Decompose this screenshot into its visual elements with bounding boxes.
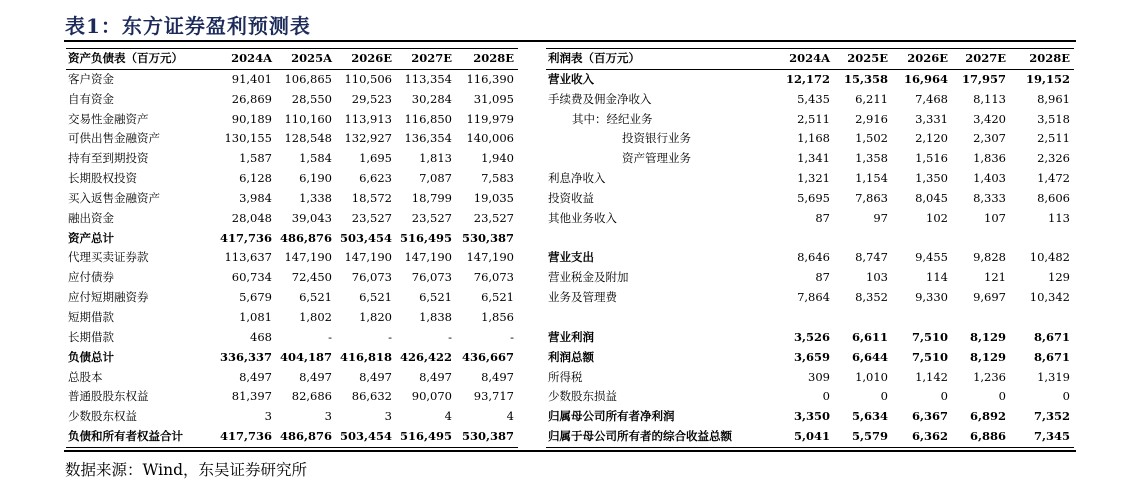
income-statement-cell-value: 8,129: [969, 349, 1006, 364]
balance-sheet-cell-value: 23,527: [351, 210, 392, 225]
balance-sheet-cell-value: 76,073: [411, 270, 452, 285]
balance-sheet-cell-value: 486,876: [276, 427, 336, 447]
income-statement-cell-value: 309: [808, 369, 830, 384]
income-statement-table: [546, 48, 1074, 448]
income-statement-cell-value: 8,747: [855, 250, 888, 265]
income-statement-cell-value: 8,129: [969, 329, 1006, 344]
balance-sheet-cell-value: 8,497: [419, 369, 452, 384]
table-row: [546, 149, 1074, 169]
balance-sheet-cell-value: 76,073: [473, 270, 514, 285]
balance-sheet-cell-value: 3: [324, 409, 332, 424]
income-statement-row-label: 营业税金及附加: [548, 270, 629, 285]
balance-sheet-cell-value: 1,838: [419, 309, 452, 324]
balance-sheet-cell-value: 468: [250, 329, 272, 344]
income-statement-cell-value: 87: [815, 210, 830, 225]
balance-sheet-cell-value: 503,454: [336, 427, 396, 447]
page-title: 表1：东方证券盈利预测表: [65, 14, 311, 38]
income-statement-cell-value: 15,358: [843, 71, 888, 86]
table-row: [66, 288, 518, 308]
income-statement-row-label: 利润总额: [548, 349, 594, 364]
income-statement-cell-value: 5,634: [851, 409, 888, 424]
income-statement-cell-value: 97: [873, 210, 888, 225]
table-row: [546, 69, 1074, 89]
balance-sheet-cell-value: -: [510, 329, 514, 344]
balance-sheet-row-label: 应付短期融资券: [68, 290, 149, 305]
balance-sheet-row-label: 交易性金融资产: [68, 111, 149, 126]
balance-sheet-header-year: 2025A: [276, 49, 336, 70]
income-statement-row-label: 归属母公司所有者净利润: [548, 409, 675, 424]
balance-sheet-cell-value: 26,869: [231, 91, 272, 106]
income-statement-cell-value: 2,120: [915, 131, 948, 146]
table-row: [66, 110, 518, 130]
balance-sheet-cell-value: 417,736: [218, 427, 276, 447]
balance-sheet-cell-value: 72,450: [291, 270, 332, 285]
balance-sheet-cell-value: 6,521: [359, 290, 392, 305]
income-statement-cell-value: 8,646: [797, 250, 830, 265]
balance-sheet-cell-value: 503,454: [339, 230, 392, 245]
balance-sheet-cell-value: 8,497: [481, 369, 514, 384]
balance-sheet-cell-value: 1,587: [239, 151, 272, 166]
table-row: [546, 169, 1074, 189]
balance-sheet-cell-value: 436,667: [461, 349, 514, 364]
income-statement-cell-value: 0: [940, 389, 948, 404]
income-statement-cell-value: 6,362: [892, 427, 952, 447]
income-statement-cell-value: [774, 308, 834, 328]
income-statement-cell-value: 7,863: [855, 190, 888, 205]
income-statement-cell-value: 1,168: [797, 131, 830, 146]
balance-sheet-cell-value: 18,799: [411, 190, 452, 205]
income-statement-cell-value: 102: [926, 210, 948, 225]
income-statement-cell-value: 1,502: [855, 131, 888, 146]
income-statement-header-year: 2027E: [952, 49, 1010, 70]
balance-sheet-cell-value: 28,048: [231, 210, 272, 225]
balance-sheet-cell-value: 31,095: [473, 91, 514, 106]
income-statement-cell-value: 1,010: [855, 369, 888, 384]
income-statement-cell-value: [834, 308, 892, 328]
balance-sheet-cell-value: -: [388, 329, 392, 344]
income-statement-cell-value: 7,345: [1010, 427, 1074, 447]
balance-sheet-cell-value: 82,686: [291, 389, 332, 404]
income-statement-cell-value: 9,455: [915, 250, 948, 265]
balance-sheet-cell-value: 116,390: [466, 71, 514, 86]
balance-sheet-cell-value: 7,583: [481, 171, 514, 186]
balance-sheet-cell-value: 106,865: [284, 71, 332, 86]
balance-sheet-cell-value: 147,190: [284, 250, 332, 265]
balance-sheet-cell-value: 486,876: [279, 230, 332, 245]
balance-sheet-cell-value: 39,043: [291, 210, 332, 225]
balance-sheet-cell-value: 23,527: [411, 210, 452, 225]
table-row: [546, 427, 1074, 447]
income-statement-cell-value: 7,510: [911, 329, 948, 344]
table-row: [546, 229, 1074, 249]
balance-sheet-row-label: 负债总计: [68, 349, 114, 364]
balance-sheet-cell-value: 1,856: [481, 309, 514, 324]
balance-sheet-cell-value: 60,734: [231, 270, 272, 285]
income-statement-cell-value: 6,611: [851, 329, 888, 344]
table-row: [66, 229, 518, 249]
balance-sheet-cell-value: 416,818: [339, 349, 392, 364]
income-statement-cell-value: 8,333: [973, 190, 1006, 205]
balance-sheet-row-label: 负债和所有者权益合计: [66, 427, 218, 447]
table-row: [546, 368, 1074, 388]
balance-sheet-row-label: 总股本: [68, 369, 103, 384]
balance-sheet-cell-value: -: [328, 329, 332, 344]
balance-sheet-cell-value: 404,187: [279, 349, 332, 364]
income-statement-cell-value: 103: [866, 270, 888, 285]
income-statement-header-year: 2025E: [834, 49, 892, 70]
income-statement-row-label: 利息净收入: [548, 171, 606, 186]
table-row: [546, 209, 1074, 229]
balance-sheet-header-row: [66, 49, 518, 70]
balance-sheet-header-year: 2028E: [456, 49, 518, 70]
income-statement-row-label: 投资收益: [548, 190, 594, 205]
income-statement-cell-value: 114: [926, 270, 948, 285]
income-statement-cell-value: 16,964: [903, 71, 948, 86]
income-statement-cell-value: 8,606: [1037, 190, 1070, 205]
income-statement-cell-value: [952, 229, 1010, 249]
income-statement-cell-value: 1,319: [1037, 369, 1070, 384]
balance-sheet-cell-value: 90,189: [231, 111, 272, 126]
table-row: [546, 328, 1074, 348]
income-statement-row-label: [546, 229, 774, 249]
income-statement-cell-value: 19,152: [1025, 71, 1070, 86]
income-statement-cell-value: 7,864: [797, 290, 830, 305]
income-statement-cell-value: 8,961: [1037, 91, 1070, 106]
table-row: [66, 90, 518, 110]
balance-sheet-cell-value: 147,190: [344, 250, 392, 265]
income-statement-cell-value: 87: [815, 270, 830, 285]
balance-sheet-cell-value: 91,401: [231, 71, 272, 86]
income-statement-header-year: 2024A: [774, 49, 834, 70]
balance-sheet-cell-value: 6,623: [359, 171, 392, 186]
income-statement-cell-value: 0: [822, 389, 830, 404]
table-row: [66, 129, 518, 149]
income-statement-cell-value: 8,671: [1033, 349, 1070, 364]
table-row: [546, 90, 1074, 110]
bottom-rule: [64, 450, 1076, 452]
income-statement-cell-value: [774, 229, 834, 249]
balance-sheet-header-label: 资产负债表（百万元）: [66, 49, 218, 70]
balance-sheet-cell-value: 6,521: [299, 290, 332, 305]
income-statement-body: [546, 69, 1074, 447]
income-statement-cell-value: 1,341: [797, 151, 830, 166]
table-row: [546, 268, 1074, 288]
balance-sheet-table: [66, 48, 518, 448]
income-statement-cell-value: 1,358: [855, 151, 888, 166]
income-statement-cell-value: 1,321: [797, 171, 830, 186]
table-row: [66, 268, 518, 288]
balance-sheet-cell-value: 93,717: [473, 389, 514, 404]
table-row: [546, 110, 1074, 130]
balance-sheet-cell-value: 113,354: [404, 71, 452, 86]
balance-sheet-row-label: 普通股股东权益: [68, 389, 149, 404]
income-statement-cell-value: 10,482: [1029, 250, 1070, 265]
balance-sheet-header-year: 2026E: [336, 49, 396, 70]
balance-sheet-cell-value: 140,006: [466, 131, 514, 146]
balance-sheet-cell-value: 136,354: [404, 131, 452, 146]
balance-sheet-cell-value: 130,155: [224, 131, 272, 146]
income-statement-cell-value: 2,326: [1037, 151, 1070, 166]
income-statement-cell-value: 3,518: [1037, 111, 1070, 126]
income-statement-row-label: 手续费及佣金净收入: [548, 91, 652, 106]
balance-sheet-cell-value: 116,850: [404, 111, 452, 126]
income-statement-cell-value: 129: [1048, 270, 1070, 285]
balance-sheet-cell-value: 1,940: [481, 151, 514, 166]
income-statement-cell-value: [892, 308, 952, 328]
income-statement-cell-value: 1,836: [973, 151, 1006, 166]
balance-sheet-cell-value: 5,679: [239, 290, 272, 305]
balance-sheet-row-label: 可供出售金融资产: [68, 131, 160, 146]
table-row: [546, 288, 1074, 308]
income-statement-cell-value: 9,828: [973, 250, 1006, 265]
balance-sheet-cell-value: 110,506: [344, 71, 392, 86]
income-statement-cell-value: 7,510: [911, 349, 948, 364]
income-statement-cell-value: [892, 229, 952, 249]
balance-sheet-cell-value: 8,497: [239, 369, 272, 384]
balance-sheet-cell-value: 8,497: [299, 369, 332, 384]
top-rule: [64, 40, 1076, 42]
balance-sheet-cell-value: 147,190: [466, 250, 514, 265]
table-row: [66, 427, 518, 447]
income-statement-cell-value: 3,331: [915, 111, 948, 126]
balance-sheet-cell-value: 113,913: [344, 111, 392, 126]
income-statement-panel: [546, 48, 1074, 448]
balance-sheet-cell-value: 128,548: [284, 131, 332, 146]
income-statement-row-label: 归属于母公司所有者的综合收益总额: [546, 427, 774, 447]
income-statement-cell-value: 2,511: [797, 111, 830, 126]
balance-sheet-header-year: 2024A: [218, 49, 276, 70]
income-statement-cell-value: 107: [984, 210, 1006, 225]
income-statement-cell-value: 2,511: [1037, 131, 1070, 146]
income-statement-cell-value: 10,342: [1029, 290, 1070, 305]
balance-sheet-cell-value: 19,035: [473, 190, 514, 205]
balance-sheet-row-label: 短期借款: [68, 309, 114, 324]
balance-sheet-cell-value: 86,632: [351, 389, 392, 404]
income-statement-cell-value: [834, 229, 892, 249]
balance-sheet-cell-value: 1,338: [299, 190, 332, 205]
income-statement-cell-value: 5,435: [797, 91, 830, 106]
income-statement-cell-value: 6,644: [851, 349, 888, 364]
income-statement-cell-value: 9,330: [915, 290, 948, 305]
income-statement-row-label: 营业支出: [548, 250, 594, 265]
income-statement-cell-value: [952, 308, 1010, 328]
table-row: [546, 387, 1074, 407]
table-row: [66, 149, 518, 169]
balance-sheet-row-label: 客户资金: [68, 71, 114, 86]
balance-sheet-cell-value: 1,584: [299, 151, 332, 166]
income-statement-cell-value: 2,916: [855, 111, 888, 126]
table-row: [546, 189, 1074, 209]
balance-sheet-cell-value: 29,523: [351, 91, 392, 106]
table-row: [66, 69, 518, 89]
balance-sheet-cell-value: 1,820: [359, 309, 392, 324]
income-statement-cell-value: 0: [880, 389, 888, 404]
income-statement-cell-value: 1,403: [973, 171, 1006, 186]
balance-sheet-cell-value: 110,160: [284, 111, 332, 126]
income-statement-cell-value: 1,142: [915, 369, 948, 384]
income-statement-cell-value: 1,472: [1037, 171, 1070, 186]
table-row: [66, 368, 518, 388]
balance-sheet-cell-value: 516,495: [399, 230, 452, 245]
income-statement-cell-value: 0: [1062, 389, 1070, 404]
balance-sheet-row-label: 自有资金: [68, 91, 114, 106]
balance-sheet-cell-value: 336,337: [220, 349, 273, 364]
income-statement-cell-value: 6,367: [911, 409, 948, 424]
balance-sheet-cell-value: 4: [444, 409, 452, 424]
table-row: [66, 348, 518, 368]
balance-sheet-cell-value: 23,527: [473, 210, 514, 225]
balance-sheet-cell-value: 90,070: [411, 389, 452, 404]
income-statement-row-label: 资产管理业务: [622, 151, 691, 166]
balance-sheet-cell-value: 113,637: [224, 250, 272, 265]
balance-sheet-cell-value: -: [448, 329, 452, 344]
income-statement-cell-value: 0: [998, 389, 1006, 404]
income-statement-cell-value: 7,352: [1033, 409, 1070, 424]
income-statement-cell-value: 1,154: [855, 171, 888, 186]
table-row: [66, 209, 518, 229]
balance-sheet-cell-value: 7,087: [419, 171, 452, 186]
table-row: [546, 308, 1074, 328]
table-row: [546, 129, 1074, 149]
balance-sheet-row-label: 代理买卖证券款: [68, 250, 149, 265]
balance-sheet-row-label: 融出资金: [68, 210, 114, 225]
income-statement-cell-value: 12,172: [785, 71, 830, 86]
balance-sheet-cell-value: 76,073: [351, 270, 392, 285]
balance-sheet-cell-value: 6,521: [419, 290, 452, 305]
income-statement-cell-value: 3,659: [793, 349, 830, 364]
table-row: [66, 328, 518, 348]
balance-sheet-cell-value: 6,521: [481, 290, 514, 305]
income-statement-header-label: 利润表（百万元）: [546, 49, 774, 70]
income-statement-row-label: 投资银行业务: [622, 131, 691, 146]
balance-sheet-cell-value: 119,979: [466, 111, 514, 126]
table-row: [546, 248, 1074, 268]
income-statement-cell-value: 1,236: [973, 369, 1006, 384]
income-statement-row-label: 所得税: [548, 369, 583, 384]
income-statement-cell-value: 7,468: [915, 91, 948, 106]
balance-sheet-cell-value: 4: [506, 409, 514, 424]
source-note: 数据来源：Wind，东吴证券研究所: [65, 461, 308, 479]
income-statement-cell-value: 3,350: [793, 409, 830, 424]
table-row: [546, 348, 1074, 368]
balance-sheet-cell-value: 1,081: [239, 309, 272, 324]
table-row: [66, 189, 518, 209]
income-statement-cell-value: 5,041: [774, 427, 834, 447]
balance-sheet-cell-value: 516,495: [396, 427, 456, 447]
income-statement-cell-value: 8,113: [973, 91, 1006, 106]
income-statement-cell-value: 3,526: [793, 329, 830, 344]
balance-sheet-cell-value: 1,695: [359, 151, 392, 166]
balance-sheet-cell-value: 147,190: [404, 250, 452, 265]
balance-sheet-row-label: 少数股东权益: [68, 409, 137, 424]
income-statement-row-label: 其中：经纪业务: [572, 111, 653, 126]
balance-sheet-cell-value: 8,497: [359, 369, 392, 384]
balance-sheet-cell-value: 3: [384, 409, 392, 424]
income-statement-cell-value: 1,350: [915, 171, 948, 186]
income-statement-cell-value: [1010, 229, 1074, 249]
income-statement-cell-value: 113: [1048, 210, 1070, 225]
income-statement-header-row: [546, 49, 1074, 70]
table-row: [546, 407, 1074, 427]
income-statement-cell-value: 1,516: [915, 151, 948, 166]
income-statement-cell-value: 8,352: [855, 290, 888, 305]
balance-sheet-cell-value: 1,802: [299, 309, 332, 324]
balance-sheet-cell-value: 3,984: [239, 190, 272, 205]
balance-sheet-cell-value: 6,190: [299, 171, 332, 186]
table-row: [66, 387, 518, 407]
balance-sheet-body: [66, 69, 518, 447]
balance-sheet-row-label: 买入返售金融资产: [68, 190, 160, 205]
balance-sheet-cell-value: 417,736: [220, 230, 273, 245]
balance-sheet-cell-value: 426,422: [399, 349, 452, 364]
balance-sheet-cell-value: 30,284: [411, 91, 452, 106]
income-statement-cell-value: 17,957: [961, 71, 1006, 86]
income-statement-row-label: 其他业务收入: [548, 210, 617, 225]
balance-sheet-cell-value: 18,572: [351, 190, 392, 205]
balance-sheet-row-label: 持有至到期投资: [68, 151, 149, 166]
income-statement-cell-value: 5,695: [797, 190, 830, 205]
income-statement-row-label: 少数股东损益: [548, 389, 617, 404]
income-statement-row-label: 营业收入: [548, 71, 594, 86]
income-statement-cell-value: [1010, 308, 1074, 328]
balance-sheet-cell-value: 530,387: [456, 427, 518, 447]
balance-sheet-cell-value: 132,927: [344, 131, 392, 146]
income-statement-cell-value: 8,045: [915, 190, 948, 205]
income-statement-header-year: 2026E: [892, 49, 952, 70]
balance-sheet-cell-value: 81,397: [231, 389, 272, 404]
table-row: [66, 308, 518, 328]
balance-sheet-cell-value: 1,813: [419, 151, 452, 166]
table-row: [66, 248, 518, 268]
balance-sheet-row-label: 长期股权投资: [68, 171, 137, 186]
income-statement-row-label: 业务及管理费: [548, 290, 617, 305]
income-statement-cell-value: 9,697: [973, 290, 1006, 305]
balance-sheet-cell-value: 6,128: [239, 171, 272, 186]
balance-sheet-header-year: 2027E: [396, 49, 456, 70]
balance-sheet-row-label: 长期借款: [68, 329, 114, 344]
income-statement-row-label: [546, 308, 774, 328]
balance-sheet-panel: [66, 48, 518, 448]
balance-sheet-cell-value: 530,387: [461, 230, 514, 245]
table-row: [66, 169, 518, 189]
balance-sheet-cell-value: 3: [264, 409, 272, 424]
balance-sheet-row-label: 资产总计: [68, 230, 114, 245]
income-statement-cell-value: 2,307: [973, 131, 1006, 146]
income-statement-row-label: 营业利润: [548, 329, 594, 344]
income-statement-cell-value: 8,671: [1033, 329, 1070, 344]
income-statement-cell-value: 5,579: [834, 427, 892, 447]
income-statement-cell-value: 3,420: [973, 111, 1006, 126]
balance-sheet-cell-value: 28,550: [291, 91, 332, 106]
income-statement-cell-value: 6,892: [969, 409, 1006, 424]
balance-sheet-row-label: 应付债券: [68, 270, 114, 285]
income-statement-header-year: 2028E: [1010, 49, 1074, 70]
income-statement-cell-value: 6,211: [855, 91, 888, 106]
table-row: [66, 407, 518, 427]
income-statement-cell-value: 6,886: [952, 427, 1010, 447]
income-statement-cell-value: 121: [984, 270, 1006, 285]
